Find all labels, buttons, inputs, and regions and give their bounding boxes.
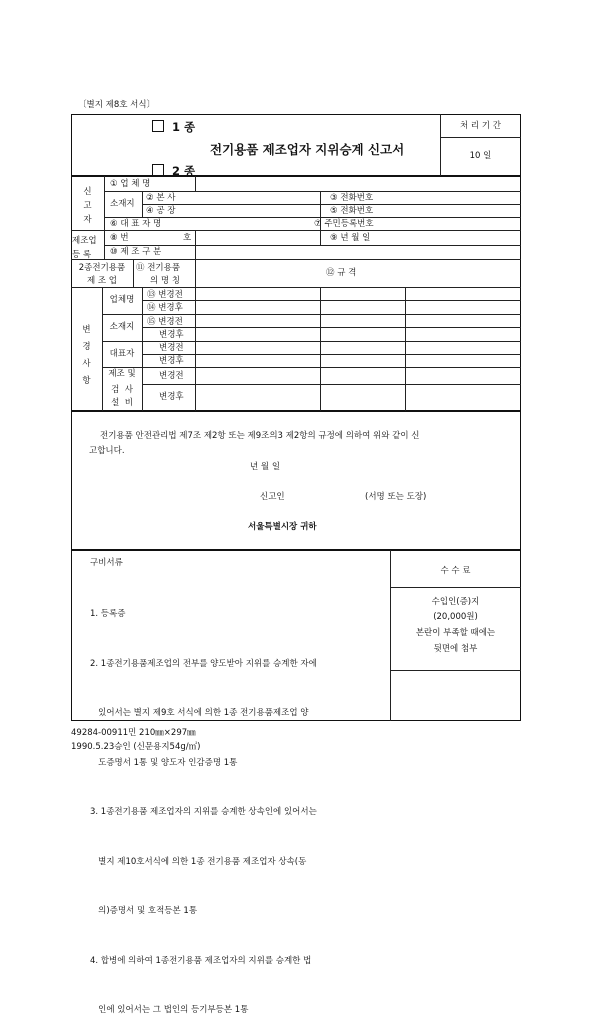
change-group-equipment: 제조 및: [108, 369, 136, 379]
fee-line2: (20,000원): [433, 612, 478, 622]
change-item: ⑭ 변경후: [147, 303, 183, 313]
change-item: ⑬ 변경전: [147, 290, 183, 300]
form-label: 〔별지 제8호 서식〕: [78, 100, 156, 110]
fee-title: 수 수 료: [440, 566, 471, 576]
head-office-label: ② 본 사: [146, 193, 176, 203]
reg-date-label: ⑨ 년 월 일: [330, 233, 371, 243]
signer-label: 신고인: [260, 492, 285, 502]
business-name-field[interactable]: [196, 177, 520, 190]
change-group-inspection: 검 사 설 비: [111, 385, 133, 408]
mfg-reg-label: 제조업 등 록: [72, 236, 97, 260]
changes-section-label: 변 경 사 항: [82, 325, 91, 386]
phone1-label: ③ 전화번호: [330, 193, 374, 203]
footer-line2: 1990.5.23승인 (신문용지54g/㎡): [71, 742, 201, 752]
documents-title: 구비서류: [90, 558, 123, 568]
representative-label: ⑥ 대 표 자 명: [110, 219, 162, 229]
checkbox-icon[interactable]: [152, 164, 164, 176]
phone2-label: ⑤ 전화번호: [330, 206, 374, 216]
form-title: 전기용품 제조업자 지위승계 신고서: [210, 142, 405, 157]
change-group-business: 업체명: [109, 295, 135, 305]
reg-number-suffix: 호: [183, 233, 192, 243]
type2-option[interactable]: 2 종: [152, 164, 195, 178]
business-name-label: ① 업 체 명: [110, 179, 151, 189]
document-item: 4. 합병에 의하여 1종전기용품 제조업자의 지위를 승계한 법: [90, 955, 312, 966]
change-item: 변경후: [159, 330, 184, 340]
change-item: 변경후: [159, 356, 184, 366]
reg-number-label: ⑧ 번: [110, 233, 129, 243]
fee-line1: 수입인(증)지: [431, 597, 480, 607]
checkbox-icon[interactable]: [152, 120, 164, 132]
documents-list: 1. 등록증 2. 1종전기용품제조업의 전부를 양도받아 지위를 승계한 자에 있어서는 별지 제9호 서식에 의한 1종 전기용품제조업 양 도증명서 1통 및 양도자 인감증명 1통 3. 1종전기용품 제조업자의 지위를 승계한 상속인에 있어서는 별지 제10호서식에 의한 1종 전기용품 제조업자 상속(동 의)증명서 및 호적등본 1통 4. 합병에 의하여 1종전기용품 제조업자의 지위를 승계한 법 인에 있어서는 그 법인의 등기부등본 1통: [90, 573, 317, 1035]
footer-line1: 49284-00911민 210㎜×297㎜: [71, 728, 196, 738]
resident-no-label: ⑦ 주민등록번호: [314, 219, 374, 229]
change-item: ⑮ 변경전: [147, 317, 183, 327]
spec-label: ⑫ 규 격: [326, 268, 357, 278]
fee-line4: 뒷면에 첨부: [433, 644, 478, 654]
mfg-category-label: ⑩ 제 조 구 분: [110, 247, 162, 257]
document-item: 2. 1종전기용품제조업의 전부를 양도받아 지위를 승계한 자에: [90, 658, 317, 669]
period-value: 10 일: [469, 151, 492, 161]
change-group-representative: 대표자: [109, 349, 135, 359]
factory-label: ④ 공 장: [146, 206, 176, 216]
sign-note: (서명 또는 도장): [365, 492, 427, 502]
addressee: 서울특별시장 귀하: [248, 522, 317, 532]
fee-line3: 본란이 부족할 때에는: [415, 628, 496, 638]
change-item: 변경전: [159, 343, 184, 353]
statement-line2: 고합니다.: [89, 446, 125, 456]
location-label: 소재지: [110, 199, 135, 209]
reporter-section-label: 신 고 자: [83, 187, 92, 225]
change-group-location: 소재지: [109, 322, 135, 332]
change-item: 변경후: [159, 392, 184, 402]
product-name-label: ⑪ 전기용품 의 명 칭: [136, 263, 181, 286]
change-item: 변경전: [159, 371, 184, 381]
document-item: 1. 등록증: [90, 609, 126, 619]
type1-option[interactable]: 1 종: [152, 120, 195, 134]
date-line: 년 월 일: [250, 462, 281, 472]
statement-line1: 전기용품 안전관리법 제7조 제2항 또는 제9조의3 제2항의 규정에 의하여 위와 같이 신: [100, 431, 420, 441]
signature-field[interactable]: [296, 489, 362, 503]
type2-label: 2종전기용품 제 조 업: [78, 263, 126, 286]
document-item: 3. 1종전기용품 제조업자의 지위를 승계한 상속인에 있어서는: [90, 807, 317, 817]
period-label: 처 리 기 간: [460, 121, 501, 131]
